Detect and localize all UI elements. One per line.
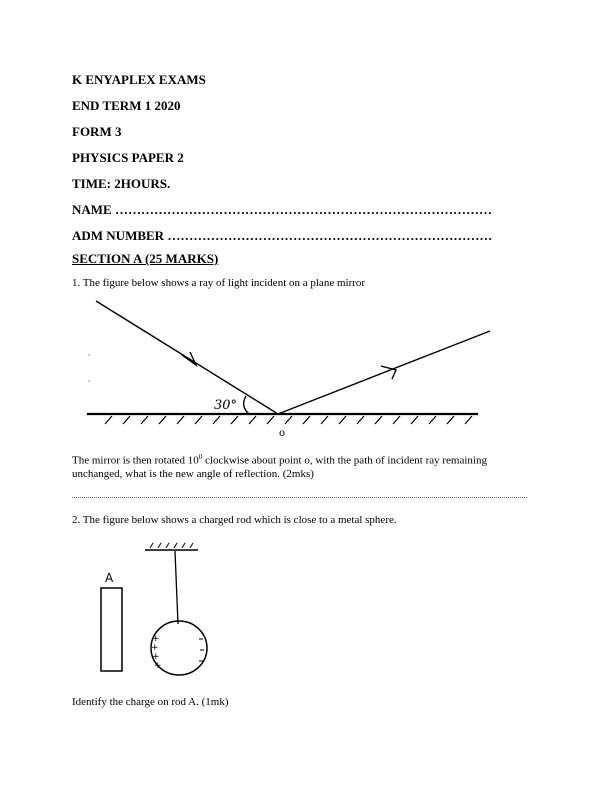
question-2-prompt: 2. The figure below shows a charged rod which is close to a metal sphere. [72,514,397,526]
exam-term: END TERM 1 2020 [72,98,181,113]
question-1-prompt: 1. The figure below shows a ray of light incident on a plane mirror [72,277,366,289]
paper-title: PHYSICS PAPER 2 [72,150,184,165]
name-field[interactable]: NAME …………………………………………………………………………… [72,202,492,217]
suspension-thread [175,551,178,624]
time-allowed: TIME: 2HOURS. [72,176,171,191]
form-level: FORM 3 [72,124,122,139]
svg-text:+: + [154,661,162,671]
svg-text:+: + [152,634,160,644]
rod-a-label: A [105,571,114,585]
school-name: K ENYAPLEX EXAMS [72,72,206,87]
adm-number-field[interactable]: ADM NUMBER ………………………………………………………………… [72,228,493,243]
support-hatching [150,543,193,548]
section-heading: SECTION A (25 MARKS) [72,251,219,266]
svg-text:+: + [151,643,159,653]
svg-text:+: + [152,652,160,662]
negative-charges [199,639,204,661]
question-1-text: The mirror is then rotated $10^0$ clockwise about point o, with the path of incident ray remaining unchanged, what is the new angle of reflection. (2mks) [72,453,487,480]
point-o-label: o [279,428,286,439]
positive-charges [151,634,162,671]
charged-rod-a [101,588,122,671]
question-2-text: Identify the charge on rod A. (1mk) [72,696,229,708]
angle-label: 30° [214,398,238,413]
